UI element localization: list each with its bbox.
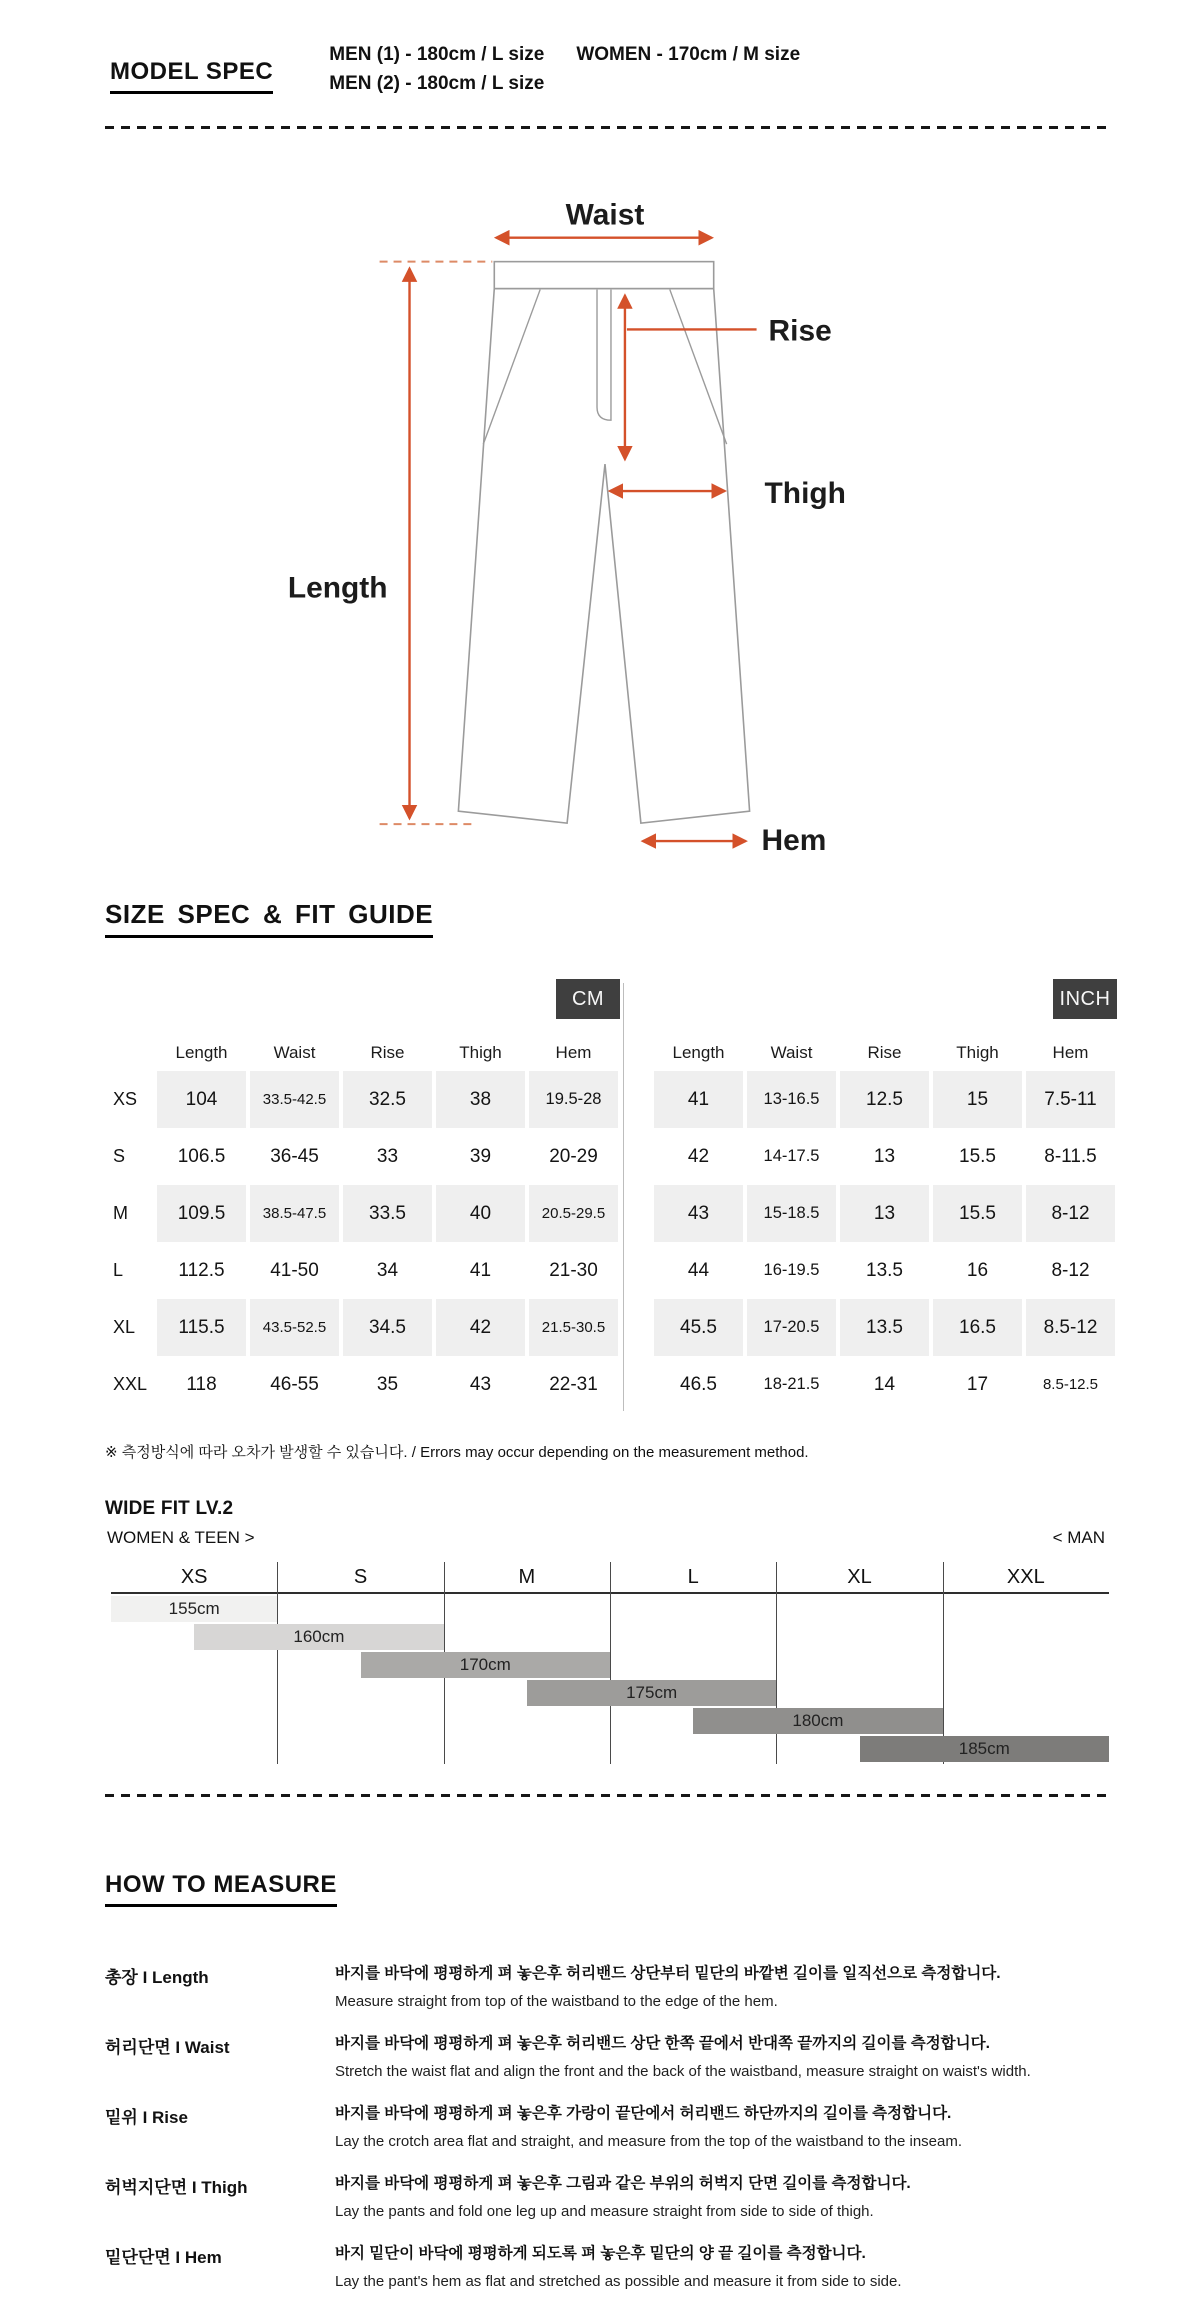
fit-right-label: < MAN xyxy=(1052,1528,1105,1548)
size-tables xyxy=(105,979,1111,1413)
size-table-inch xyxy=(652,979,1117,1413)
table-cell: 21-30 xyxy=(549,1259,598,1281)
measure-text-en: Lay the pant's hem as flat and stretched as possible and measure it from side to side. xyxy=(335,2273,902,2291)
measure-label: 밑위 I Rise xyxy=(105,2108,188,2128)
model-spec-section xyxy=(0,0,1200,110)
table-cell: 21.5-30.5 xyxy=(529,1299,618,1356)
measure-row xyxy=(105,1961,1200,2031)
col-header-waist: Waist xyxy=(273,1043,316,1063)
measure-text-kr: 바지를 바닥에 평평하게 펴 놓은후 허리밴드 상단 한쪽 끝에서 반대쪽 끝까지의 길이를 측정합니다. xyxy=(335,2035,990,2053)
measure-row xyxy=(105,2101,1200,2171)
fit-size-xl: XL xyxy=(847,1565,872,1588)
fit-bar xyxy=(860,1736,1110,1762)
rise-label: Rise xyxy=(768,314,832,348)
table-cell: 39 xyxy=(469,1145,492,1167)
how-to-measure-title: HOW TO MEASURE xyxy=(105,1871,337,1907)
table-cell: 41-50 xyxy=(270,1259,319,1281)
fit-chart xyxy=(111,1562,1109,1764)
table-cell: 42 xyxy=(687,1145,710,1167)
size-label: XS xyxy=(113,1089,138,1110)
hem-label: Hem xyxy=(761,824,827,858)
table-cell: 38.5-47.5 xyxy=(250,1185,339,1242)
measure-text-en: Lay the crotch area flat and straight, and measure from the top of the waistband to the inseam. xyxy=(335,2133,963,2151)
table-cell: 8.5-12 xyxy=(1026,1299,1115,1356)
measure-text-kr: 바지를 바닥에 평평하게 펴 놓은후 그림과 같은 부위의 허벅지 단면 길이를 측정합니다. xyxy=(335,2175,911,2193)
fit-bar-label: 175cm xyxy=(626,1683,678,1703)
measure-description xyxy=(335,2241,1125,2295)
table-cell: 19.5-28 xyxy=(529,1071,618,1128)
col-header-hem: Hem xyxy=(555,1043,592,1063)
measure-text-en: Measure straight from top of the waistband to the edge of the hem. xyxy=(335,1993,778,2011)
table-cell: 42 xyxy=(436,1299,525,1356)
fit-bar xyxy=(111,1596,277,1622)
col-header-thigh: Thigh xyxy=(459,1043,502,1063)
fit-size-l: L xyxy=(687,1565,699,1588)
table-cell: 32.5 xyxy=(343,1071,432,1128)
cm-table-header xyxy=(105,1035,620,1071)
size-label: L xyxy=(113,1260,124,1281)
measure-label: 밑단단면 I Hem xyxy=(105,2248,222,2268)
fit-size-xxl: XXL xyxy=(1006,1565,1045,1588)
table-cell: 22-31 xyxy=(549,1373,598,1395)
how-to-measure-rows xyxy=(105,1961,1200,2311)
table-cell: 17-20.5 xyxy=(747,1299,836,1356)
table-cell: 20.5-29.5 xyxy=(529,1185,618,1242)
measure-text-kr: 바지를 바닥에 평평하게 펴 놓은후 허리밴드 상단부터 밑단의 바깥변 길이를 일직선으로 측정합니다. xyxy=(335,1965,1001,1983)
table-cell: 7.5-11 xyxy=(1026,1071,1115,1128)
table-cell: 106.5 xyxy=(177,1145,226,1167)
fit-bar-label: 185cm xyxy=(958,1739,1010,1759)
fit-bar-label: 180cm xyxy=(792,1711,844,1731)
waist-label: Waist xyxy=(565,198,645,232)
table-cell: 15.5 xyxy=(959,1145,996,1167)
table-cell: 12.5 xyxy=(840,1071,929,1128)
fit-guide-title: WIDE FIT LV.2 xyxy=(105,1498,234,1520)
table-row xyxy=(652,1071,1117,1128)
col-header-hem: Hem xyxy=(1052,1043,1089,1063)
table-cell: 14-17.5 xyxy=(763,1147,820,1166)
measure-label: 허리단면 I Waist xyxy=(105,2038,230,2058)
table-cell: 16-19.5 xyxy=(763,1261,820,1280)
fit-size-m: M xyxy=(518,1565,536,1588)
measure-text-kr: 바지를 바닥에 평평하게 펴 놓은후 가랑이 끝단에서 허리밴드 하단까지의 길이를 측정합니다. xyxy=(335,2105,952,2123)
table-cell: 38 xyxy=(436,1071,525,1128)
col-header-rise: Rise xyxy=(370,1043,405,1063)
cm-badge-row xyxy=(105,979,620,1019)
table-cell: 14 xyxy=(873,1373,896,1395)
size-label: M xyxy=(113,1203,128,1224)
model-spec-title: MODEL SPEC xyxy=(110,58,273,94)
table-cell: 8-12 xyxy=(1051,1259,1090,1281)
measure-text-kr: 바지 밑단이 바닥에 평평하게 되도록 펴 놓은후 밑단의 양 끝 길이를 측정합니다. xyxy=(335,2245,866,2263)
fit-size-s: S xyxy=(353,1565,368,1588)
inch-badge-row xyxy=(652,979,1117,1019)
table-row xyxy=(652,1185,1117,1242)
table-row xyxy=(652,1356,1117,1413)
table-cell: 104 xyxy=(157,1071,246,1128)
table-cell: 46-55 xyxy=(270,1373,319,1395)
size-label: XL xyxy=(113,1317,136,1338)
table-cell: 15-18.5 xyxy=(747,1185,836,1242)
pants-outline xyxy=(458,289,749,824)
measure-label: 허벅지단면 I Thigh xyxy=(105,2178,248,2198)
length-label: Length xyxy=(287,571,388,605)
table-row xyxy=(105,1356,620,1413)
unit-badge-inch: INCH xyxy=(1053,979,1117,1019)
table-cell: 41 xyxy=(469,1259,492,1281)
table-cell: 13 xyxy=(840,1185,929,1242)
table-cell: 13.5 xyxy=(866,1259,903,1281)
fit-size-xs: XS xyxy=(180,1565,208,1588)
table-cell: 43.5-52.5 xyxy=(250,1299,339,1356)
table-cell: 16.5 xyxy=(933,1299,1022,1356)
measure-description xyxy=(335,2101,1125,2155)
table-cell: 8-11.5 xyxy=(1044,1145,1097,1167)
table-cell: 118 xyxy=(186,1373,217,1395)
col-header-thigh: Thigh xyxy=(956,1043,999,1063)
measure-text-en: Lay the pants and fold one leg up and measure straight from side to side of thigh. xyxy=(335,2203,874,2221)
table-cell: 20-29 xyxy=(549,1145,598,1167)
table-row xyxy=(105,1242,620,1299)
model-spec-men xyxy=(329,44,544,95)
measure-description xyxy=(335,1961,1125,2015)
size-spec-title: SIZE SPEC & FIT GUIDE xyxy=(105,899,433,938)
inch-table-header xyxy=(652,1035,1117,1071)
pants-diagram-svg xyxy=(65,129,1135,867)
table-cell: 16 xyxy=(966,1259,989,1281)
fit-bar-label: 170cm xyxy=(459,1655,511,1675)
table-cell: 17 xyxy=(966,1373,989,1395)
table-cell: 13-16.5 xyxy=(747,1071,836,1128)
measure-row xyxy=(105,2031,1200,2101)
model-spec-values xyxy=(329,42,800,95)
measure-text-en: Stretch the waist flat and align the front and the back of the waistband, measure straight on waist's width. xyxy=(335,2063,1031,2081)
model-spec-men-1: MEN (1) - 180cm / L size xyxy=(329,44,545,65)
model-spec-men-2: MEN (2) - 180cm / L size xyxy=(329,73,545,94)
measure-label: 총장 I Length xyxy=(105,1968,209,1988)
table-row xyxy=(105,1071,620,1128)
measure-row xyxy=(105,2171,1200,2241)
table-cell: 8-12 xyxy=(1026,1185,1115,1242)
table-cell: 8.5-12.5 xyxy=(1042,1376,1099,1394)
fit-guide-section xyxy=(0,1498,1200,1764)
fit-bar xyxy=(527,1680,777,1706)
table-row xyxy=(652,1128,1117,1185)
table-cell: 112.5 xyxy=(178,1259,225,1281)
table-cell: 35 xyxy=(376,1373,399,1395)
table-cell: 115.5 xyxy=(157,1299,246,1356)
fit-bars xyxy=(111,1594,1109,1764)
table-cell: 15 xyxy=(933,1071,1022,1128)
table-cell: 33.5-42.5 xyxy=(250,1071,339,1128)
size-table-cm xyxy=(105,979,620,1413)
measure-description xyxy=(335,2031,1125,2085)
dashed-divider-middle xyxy=(105,1794,1108,1797)
table-cell: 109.5 xyxy=(157,1185,246,1242)
table-cell: 45.5 xyxy=(654,1299,743,1356)
table-cell: 15.5 xyxy=(933,1185,1022,1242)
table-cell: 41 xyxy=(654,1071,743,1128)
fit-bar-label: 160cm xyxy=(293,1627,345,1647)
measurement-note: ※ 측정방식에 따라 오차가 발생할 수 있습니다. / Errors may occur depending on the measurement method. xyxy=(105,1444,809,1462)
fit-bar-label: 155cm xyxy=(168,1599,220,1619)
col-header-length: Length xyxy=(175,1043,228,1063)
table-row xyxy=(652,1242,1117,1299)
col-header-length: Length xyxy=(672,1043,725,1063)
measure-description xyxy=(335,2171,1125,2225)
size-spec-section xyxy=(105,877,1200,1462)
model-spec-women: WOMEN - 170cm / M size xyxy=(576,44,801,65)
table-cell: 33.5 xyxy=(343,1185,432,1242)
table-row xyxy=(105,1128,620,1185)
table-cell: 33 xyxy=(376,1145,399,1167)
table-cell: 44 xyxy=(687,1259,710,1281)
thigh-label: Thigh xyxy=(764,477,846,511)
table-cell: 43 xyxy=(469,1373,492,1395)
table-row xyxy=(105,1299,620,1356)
table-cell: 13.5 xyxy=(840,1299,929,1356)
table-cell: 40 xyxy=(436,1185,525,1242)
table-cell: 46.5 xyxy=(680,1373,717,1395)
how-to-measure-section xyxy=(105,1851,1200,2311)
table-cell: 13 xyxy=(873,1145,896,1167)
table-cell: 34.5 xyxy=(343,1299,432,1356)
table-vertical-divider xyxy=(623,983,624,1411)
table-row xyxy=(652,1299,1117,1356)
measure-row xyxy=(105,2241,1200,2311)
col-header-waist: Waist xyxy=(770,1043,813,1063)
fit-bar xyxy=(194,1624,444,1650)
pants-waistband xyxy=(494,262,713,289)
table-cell: 34 xyxy=(376,1259,399,1281)
size-label: XXL xyxy=(113,1374,148,1395)
fit-bar xyxy=(361,1652,611,1678)
table-row xyxy=(105,1185,620,1242)
unit-badge-cm: CM xyxy=(556,979,620,1019)
fit-left-label: WOMEN & TEEN > xyxy=(107,1528,255,1548)
table-cell: 36-45 xyxy=(270,1145,319,1167)
fit-guide-sublabels xyxy=(107,1528,1105,1548)
fit-bar xyxy=(693,1708,943,1734)
size-label: S xyxy=(113,1146,126,1167)
col-header-rise: Rise xyxy=(867,1043,902,1063)
pants-measure-diagram xyxy=(65,129,1135,867)
table-cell: 18-21.5 xyxy=(763,1375,820,1394)
table-cell: 43 xyxy=(654,1185,743,1242)
